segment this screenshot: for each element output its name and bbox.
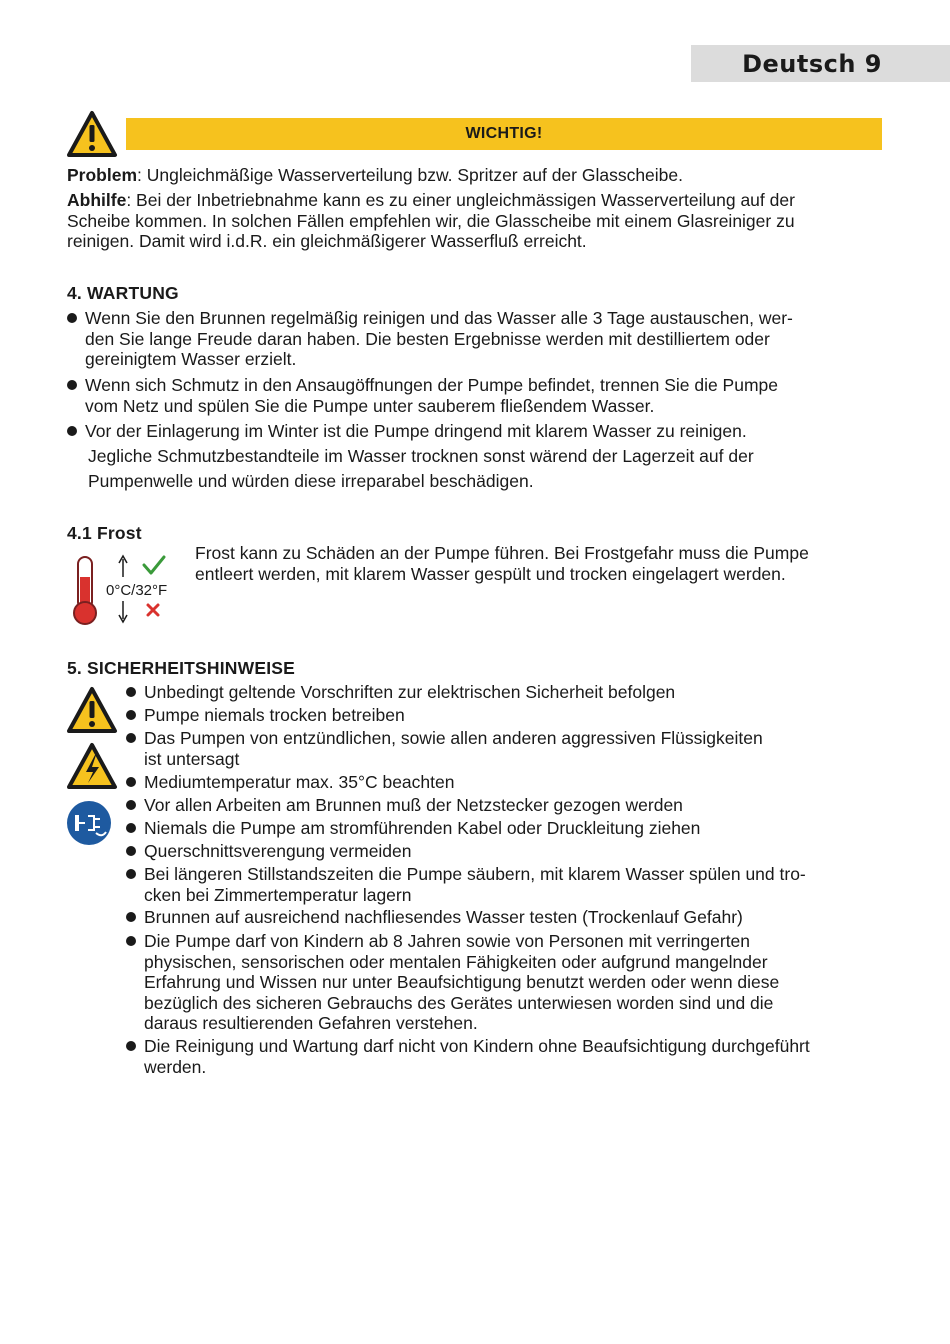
warning-triangle-icon [66,110,118,158]
remedy-paragraph [67,190,887,252]
list-item: Brunnen auf ausreichend nachfliesendes Wasser testen (Trockenlauf Gefahr) [126,907,886,928]
maintenance-heading: 4. WARTUNG [67,283,179,303]
electric-hazard-icon [66,742,118,790]
list-item: Querschnittsverengung vermeiden [126,841,886,862]
frost-icon-label: 0°C/32°F [106,582,168,599]
problem-label: Problem [67,165,138,185]
bullet-dot [126,687,136,697]
disconnect-plug-icon [66,800,112,846]
problem-line [67,165,887,186]
frost-heading: 4.1 Frost [67,523,142,543]
warning-triangle-icon [66,686,118,734]
important-banner [126,118,882,150]
list-item: Die Reinigung und Wartung darf nicht von Kindern ohne Beaufsichtigung durchgeführt werden. [126,1036,886,1077]
bullet-dot [126,733,136,743]
page-header [691,45,950,82]
list-item: Mediumtemperatur max. 35°C beachten [126,772,886,793]
frost-line-2: entleert werden, mit klarem Wasser gespült und trocken eingelagert werden. [195,563,786,584]
list-item: Bei längeren Stillstandszeiten die Pumpe säubern, mit klarem Wasser spülen und tro- cken bei Zimmertemperatur lagern [126,864,886,905]
bullet-dot [67,426,77,436]
list-item: Das Pumpen von entzündlichen, sowie allen anderen aggressiven Flüssigkeiten ist untersagt [126,728,886,769]
maintenance-note-line-1: Jegliche Schmutzbestandteile im Wasser trocknen sonst wärend der Lagerzeit auf der [88,446,754,466]
list-item: Wenn sich Schmutz in den Ansaugöffnungen der Pumpe befindet, trennen Sie die Pumpe vom Netz und spülen Sie die Pumpe unter sauberem fließendem Wasser. [67,375,877,416]
bullet-dot [126,912,136,922]
remedy-line-3: reinigen. Damit wird i.d.R. ein gleichmäßigerer Wasserfluß erreicht. [67,231,587,251]
bullet-dot [126,777,136,787]
bullet-dot [126,846,136,856]
bullet-dot [126,823,136,833]
list-item: Wenn Sie den Brunnen regelmäßig reinigen und das Wasser alle 3 Tage austauschen, wer- den Sie lange Freude daran haben. Die besten Ergebnisse werden mit destilliertem oder gereinigtem Wasser erzielt. [67,308,877,370]
remedy-line-1: : Bei der Inbetriebnahme kann es zu einer ungleichmässigen Wasserverteilung auf der [126,190,795,210]
bullet-dot [67,313,77,323]
bullet-dot [126,1041,136,1051]
remedy-line-2: Scheibe kommen. In solchen Fällen empfehlen wir, die Glasscheibe mit einem Glasreiniger zu [67,210,795,231]
problem-text: : Ungleichmäßige Wasserverteilung bzw. Spritzer auf der Glasscheibe. [137,165,684,185]
list-item: Niemals die Pumpe am stromführenden Kabel oder Druckleitung ziehen [126,818,886,839]
list-item: Unbedingt geltende Vorschriften zur elektrischen Sicherheit befolgen [126,682,886,703]
bullet-dot [67,380,77,390]
list-item: Pumpe niemals trocken betreiben [126,705,886,726]
page-label: Deutsch 9 [742,49,882,78]
list-item: Vor der Einlagerung im Winter ist die Pumpe dringend mit klarem Wasser zu reinigen. [67,421,877,442]
bullet-dot [126,936,136,946]
bullet-dot [126,710,136,720]
list-item: Die Pumpe darf von Kindern ab 8 Jahren sowie von Personen mit verringerten physischen, sensorischen oder mentalen Fähigkeiten oder aufgrund mangelnder Erfahrung und Wissen nur unter Beaufsichtigung benutzt werden oder wenn diese bezüglich des sicheren Gebrauchs des Gerätes unterwiesen worden sind und die daraus resultierenden Gefahren verstehen. [126,931,886,1034]
frost-text [195,543,885,584]
frost-line-1: Frost kann zu Schäden an der Pumpe führen. Bei Frostgefahr muss die Pumpe [195,543,809,563]
important-label: WICHTIG! [465,125,543,142]
thermometer-icon [68,553,188,627]
bullet-dot [126,800,136,810]
bullet-dot [126,869,136,879]
maintenance-note-line-2: Pumpenwelle und würden diese irreparabel beschädigen. [88,471,534,491]
safety-heading: 5. SICHERHEITSHINWEISE [67,658,296,678]
list-item: Vor allen Arbeiten am Brunnen muß der Netzstecker gezogen werden [126,795,886,816]
remedy-label: Abhilfe [67,190,127,210]
